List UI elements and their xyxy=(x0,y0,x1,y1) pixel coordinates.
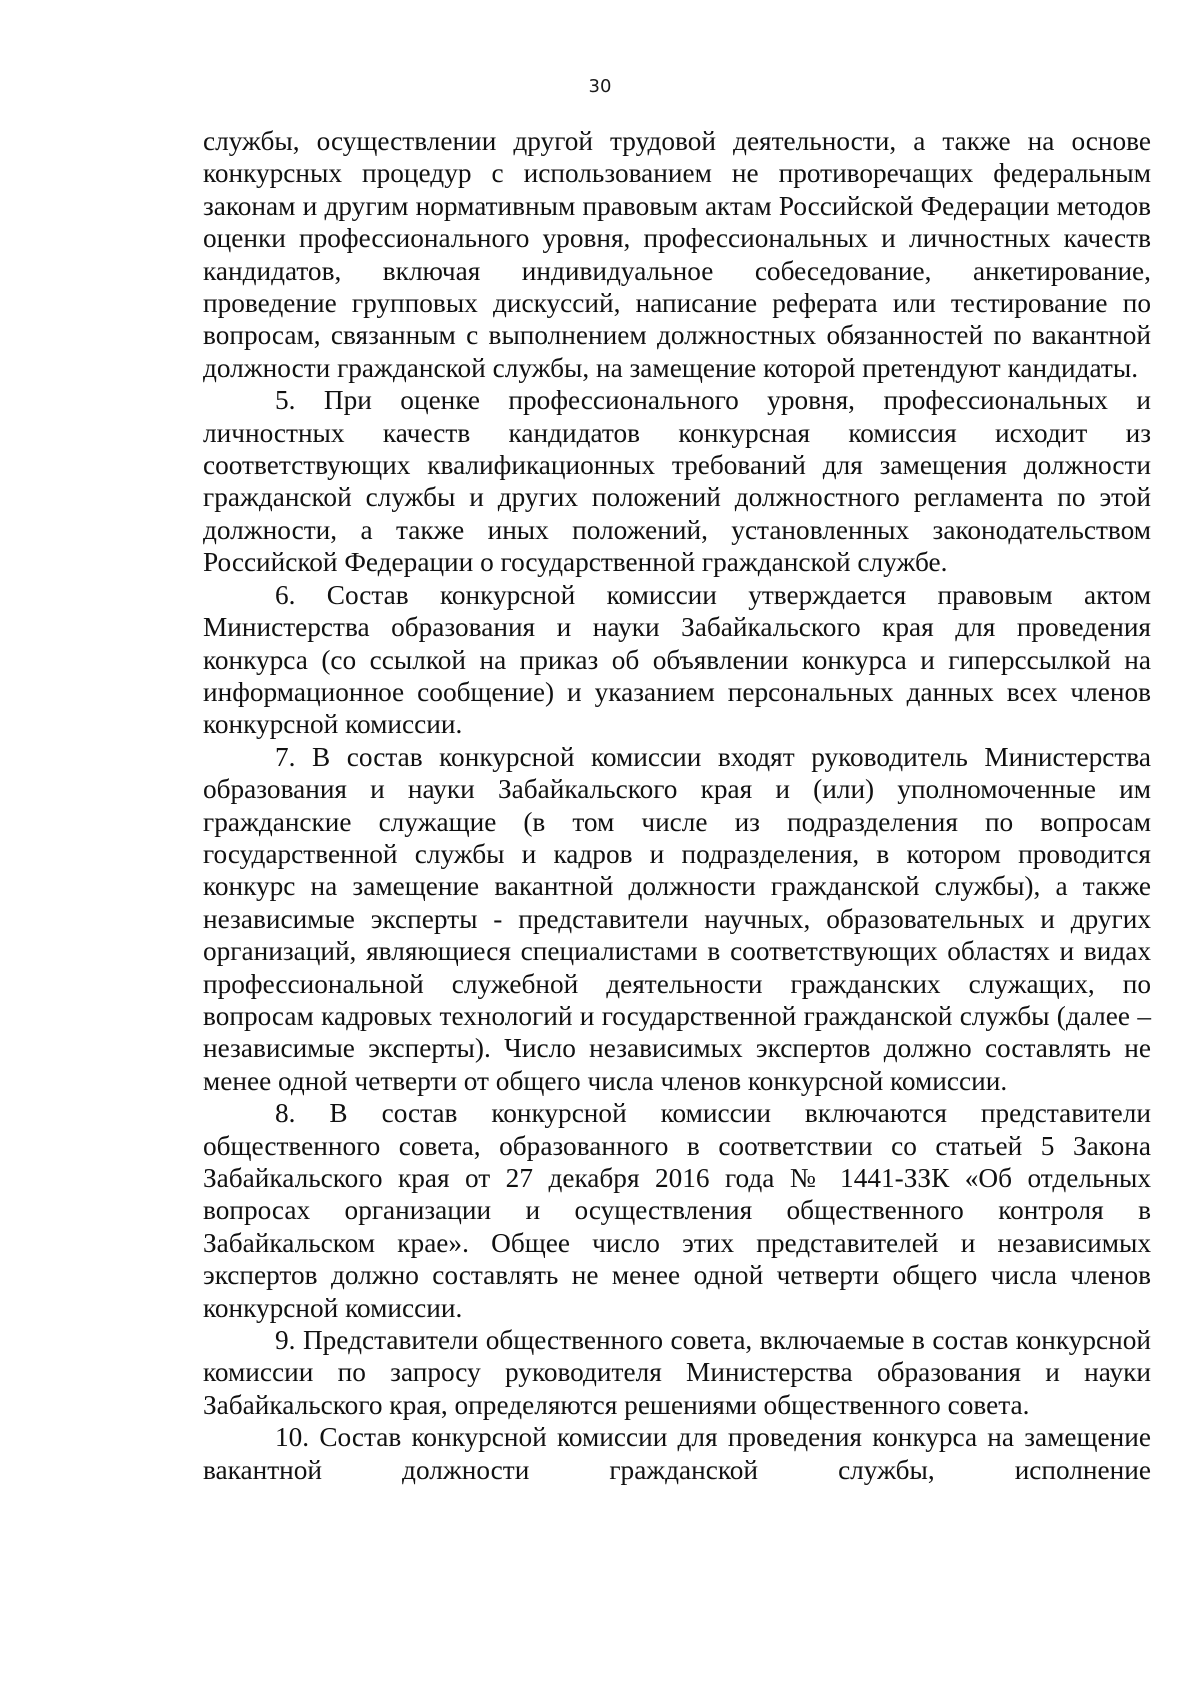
page-number: 30 xyxy=(588,76,612,97)
paragraph-continuation: службы, осуществлении другой трудовой деятельности, а также на основе конкурсных процедур с использованием не противоречащих федеральным законам и другим нормативным правовым актам Российской Федерации методов оценки профессионального уровня, профессиональных и личностных качеств кандидатов, включая индивидуальное собеседование, анкетирование, проведение групповых дискуссий, написание реферата или тестирование по вопросам, связанным с выполнением должностных обязанностей по вакантной должности гражданской службы, на замещение которой претендуют кандидаты. xyxy=(203,126,1151,383)
document-body xyxy=(203,125,1151,1486)
paragraph-10: 10. Состав конкурсной комиссии для проведения конкурса на замещение вакантной должности гражданской службы, исполнение xyxy=(203,1422,1151,1485)
paragraph-7: 7. В состав конкурсной комиссии входят руководитель Министерства образования и науки Забайкальского края и (или) уполномоченные им гражданские служащие (в том числе из подразделения по вопросам государственной службы и кадров и подразделения, в котором проводится конкурс на замещение вакантной должности гражданской службы), а также независимые эксперты - представители научных, образовательных и других организаций, являющиеся специалистами в соответствующих областях и видах профессиональной служебной деятельности гражданских служащих, по вопросам кадровых технологий и государственной гражданской службы (далее – независимые эксперты). Число независимых экспертов должно составлять не менее одной четверти от общего числа членов конкурсной комиссии. xyxy=(203,741,1151,1096)
paragraph-8: 8. В состав конкурсной комиссии включаются представители общественного совета, образованного в соответствии со статьей 5 Закона Забайкальского края от 27 декабря 2016 года № 1441-ЗЗК «Об отдельных вопросах организации и осуществления общественного контроля в Забайкальском крае». Общее число этих представителей и независимых экспертов должно составлять не менее одной четверти общего числа членов конкурсной комиссии. xyxy=(203,1098,1151,1323)
paragraph-5: 5. При оценке профессионального уровня, профессиональных и личностных качеств кандидатов конкурсная комиссия исходит из соответствующих квалификационных требований для замещения должности гражданской службы и других положений должностного регламента по этой должности, а также иных положений, установленных законодательством Российской Федерации о государственной гражданской службе. xyxy=(203,385,1151,578)
paragraph-9: 9. Представители общественного совета, включаемые в состав конкурсной комиссии по запросу руководителя Министерства образования и науки Забайкальского края, определяются решениями общественного совета. xyxy=(203,1325,1151,1420)
paragraph-6: 6. Состав конкурсной комиссии утверждается правовым актом Министерства образования и науки Забайкальского края для проведения конкурса (со ссылкой на приказ об объявлении конкурса и гиперссылкой на информационное сообщение) и указанием персональных данных всех членов конкурсной комиссии. xyxy=(203,579,1151,740)
